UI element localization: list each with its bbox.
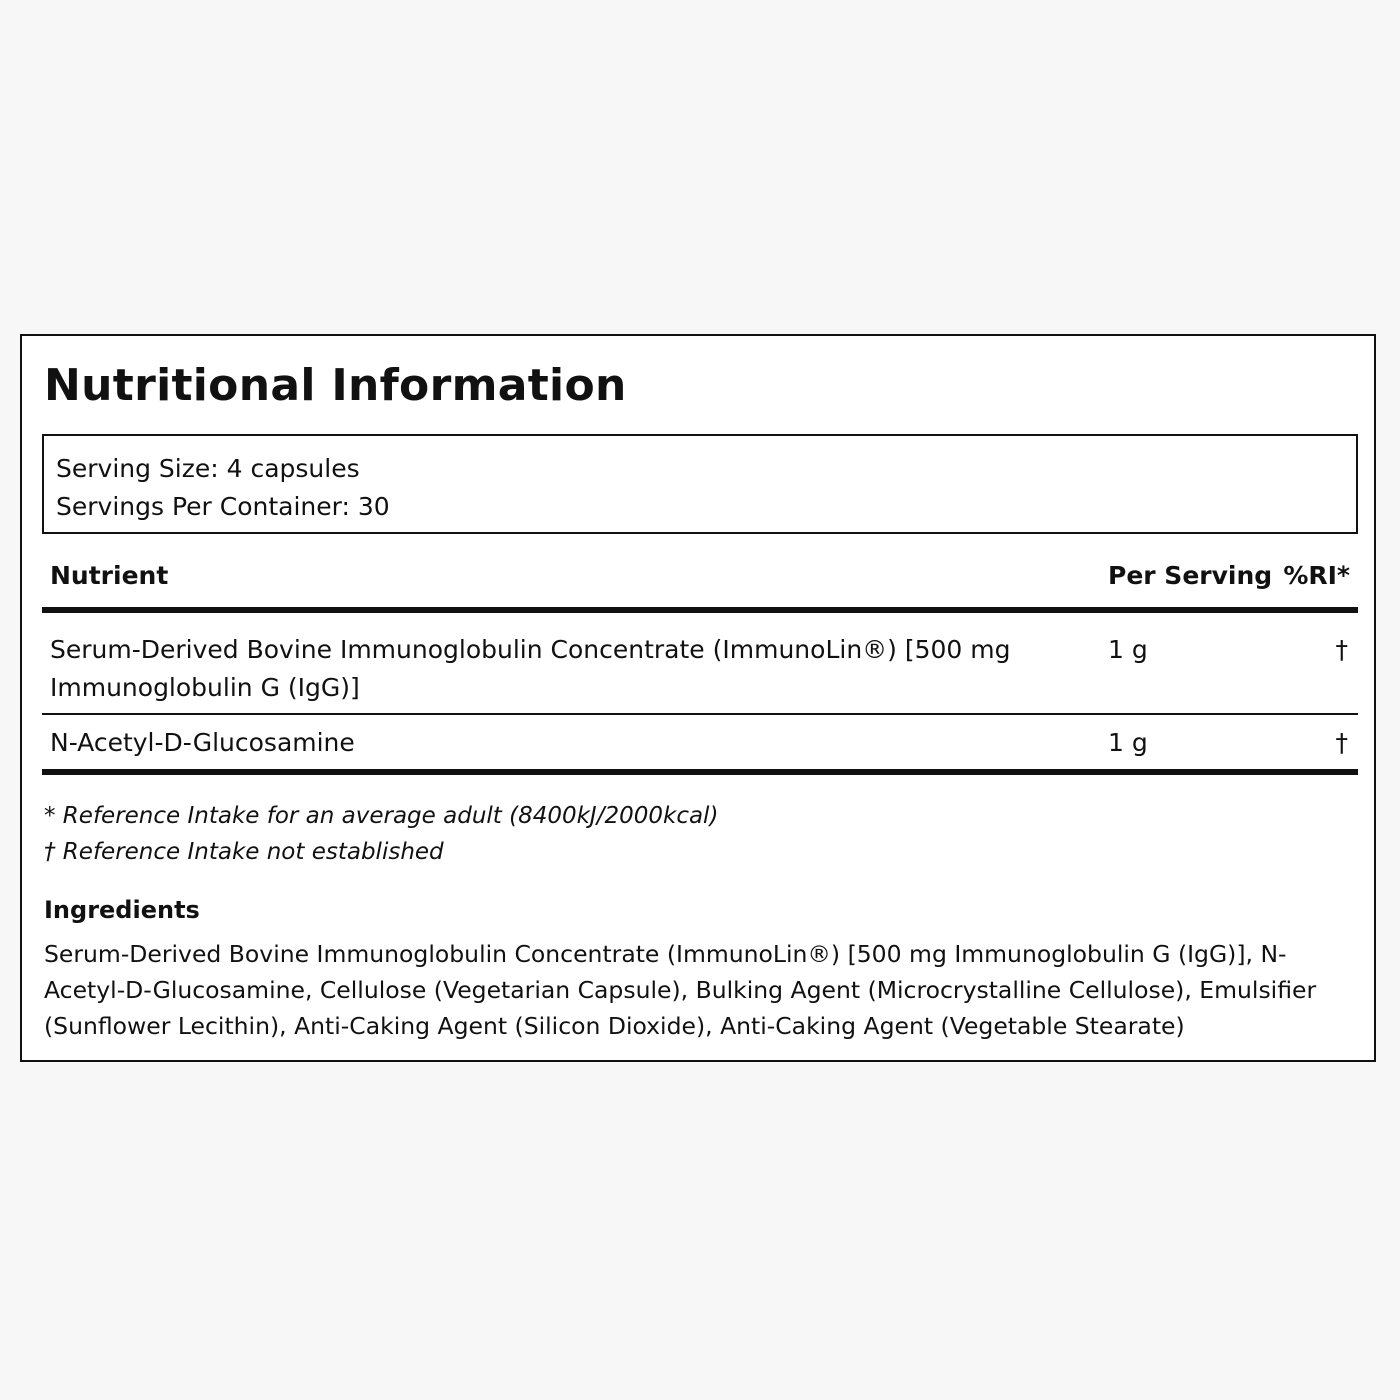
nutrient-amount: 1 g — [1108, 635, 1148, 664]
header-per-serving: Per Serving — [1108, 561, 1273, 590]
nutrient-amount: 1 g — [1108, 728, 1148, 757]
nutrient-ri: † — [1335, 635, 1348, 664]
nutrient-name: N-Acetyl-D-Glucosamine — [50, 728, 355, 757]
serving-info-box — [42, 434, 1358, 534]
table-row — [42, 724, 1358, 775]
page-title: Nutritional Information — [44, 360, 627, 411]
ingredients-text: Serum-Derived Bovine Immunoglobulin Concentrate (ImmunoLin®) [500 mg Immunoglobulin G (IgG)], N-Acetyl-D-Glucosamine, Cellulose (Vegetarian Capsule), Bulking Agent (Microcrystalline Cellulose), Emulsifier (Sunflower Lecithin), Anti-Caking Agent (Silicon Dioxide), Anti-Caking Agent (Vegetable Stearate) — [44, 940, 1317, 1040]
header-nutrient: Nutrient — [50, 561, 169, 590]
table-row — [42, 631, 1358, 715]
footnotes — [44, 798, 718, 870]
nutrient-name: Serum-Derived Bovine Immunoglobulin Concentrate (ImmunoLin®) [500 mg Immunoglobulin G (IgG)] — [50, 635, 1011, 702]
header-ri: %RI* — [1283, 561, 1350, 590]
servings-per-container: Servings Per Container: 30 — [56, 492, 390, 521]
footnote-dagger: † Reference Intake not established — [44, 839, 444, 865]
nutrient-ri: † — [1335, 728, 1348, 757]
nutrient-table-header — [42, 561, 1358, 613]
ingredients-title: Ingredients — [44, 896, 200, 924]
footnote-ri: * Reference Intake for an average adult (8400kJ/2000kcal) — [44, 803, 719, 829]
serving-size: Serving Size: 4 capsules — [56, 454, 360, 483]
nutrition-panel — [20, 334, 1376, 1062]
